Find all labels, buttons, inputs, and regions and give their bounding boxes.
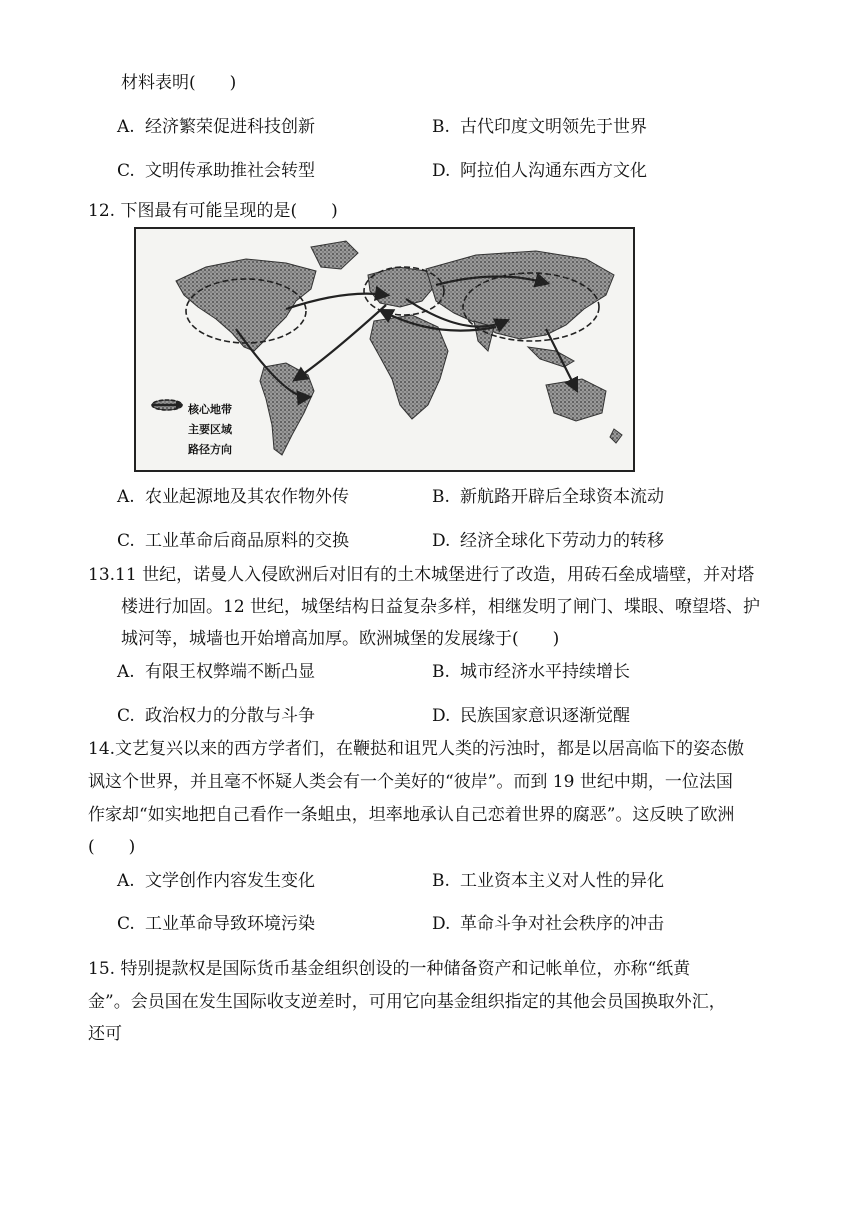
q13-stem-line: 城河等，城墙也开始增高加厚。欧洲城堡的发展缘于( ) [121,629,560,649]
q11-option-b[interactable] [432,115,647,139]
option-label: C. [117,161,135,181]
q12-option-c[interactable] [117,529,349,553]
option-label: D. [432,914,451,934]
q11-option-d[interactable] [432,159,647,183]
option-label: A. [117,487,135,507]
dashed-oval-icon [150,423,184,435]
option-text: 有限王权弊端不断凸显 [145,662,315,682]
legend-label: 路径方向 [188,443,232,456]
q12-option-a[interactable] [117,485,349,509]
option-label: A. [117,117,135,137]
option-label: C. [117,706,135,726]
option-label: B. [432,117,450,137]
q11-option-a[interactable] [117,115,315,139]
southeast-asia-islands [528,347,574,367]
greenland-landmass [311,241,358,269]
option-text: 农业起源地及其农作物外传 [145,487,349,507]
option-text: 政治权力的分散与斗争 [145,706,315,726]
map-legend [150,399,232,459]
q15-stem-line: 15. 特别提款权是国际货币基金组织创设的一种储备资产和记帐单位，亦称“纸黄 [88,959,691,979]
option-text: 工业资本主义对人性的异化 [460,871,664,891]
option-text: 新航路开辟后全球资本流动 [460,487,664,507]
option-text: 工业革命后商品原料的交换 [145,531,349,551]
europe-landmass [368,267,434,307]
option-text: 古代印度文明领先于世界 [460,117,647,137]
option-label: A. [117,871,135,891]
option-text: 文明传承助推社会转型 [145,161,315,181]
option-label: D. [432,531,451,551]
legend-path-direction [150,439,232,459]
option-label: C. [117,531,135,551]
asia-landmass [426,251,614,339]
option-text: 文学创作内容发生变化 [145,871,315,891]
q11-option-c[interactable] [117,159,315,183]
q14-option-b[interactable] [432,869,664,893]
world-map-figure [134,227,635,472]
q15-stem-line: 还可 [88,1024,122,1044]
option-text: 经济全球化下劳动力的转移 [460,531,664,551]
australia-landmass [546,379,606,421]
south-america-landmass [260,363,314,455]
option-text: 民族国家意识逐渐觉醒 [460,706,630,726]
q14-option-c[interactable] [117,912,315,936]
option-label: A. [117,662,135,682]
legend-label: 核心地带 [188,403,232,416]
q14-option-a[interactable] [117,869,315,893]
legend-label: 主要区域 [188,423,232,436]
q11-stem-tail: 材料表明( ) [121,73,237,93]
arrow-right-icon [150,443,184,455]
option-label: D. [432,706,451,726]
option-label: B. [432,871,450,891]
q13-option-c[interactable] [117,704,315,728]
option-label: C. [117,914,135,934]
q14-option-d[interactable] [432,912,664,936]
q14-stem-line: 14.文艺复兴以来的西方学者们，在鞭挞和诅咒人类的污浊时，都是以居高临下的姿态傲 [88,739,745,759]
q13-option-a[interactable] [117,660,315,684]
option-text: 城市经济水平持续增长 [460,662,630,682]
africa-landmass [370,315,448,419]
q13-option-d[interactable] [432,704,630,728]
q12-stem: 12. 下图最有可能呈现的是( ) [88,201,338,221]
option-text: 阿拉伯人沟通东西方文化 [460,161,647,181]
q14-stem-line: 作家却“如实地把自己看作一条蛆虫，坦率地承认自己恋着世界的腐恶”。这反映了欧洲 [88,805,735,825]
legend-main-region [150,419,232,439]
option-text: 工业革命导致环境污染 [145,914,315,934]
option-label: B. [432,662,450,682]
option-label: B. [432,487,450,507]
q14-stem-line: 讽这个世界，并且毫不怀疑人类会有一个美好的“彼岸”。而到 19 世纪中期，一位法国 [88,772,733,792]
q14-stem-line: ( ) [88,837,136,857]
q13-stem-line: 楼进行加固。12 世纪，城堡结构日益复杂多样，相继发明了闸门、堞眼、嘹望塔、护 [121,597,761,617]
new-zealand-landmass [610,429,622,443]
q15-stem-line: 金”。会员国在发生国际收支逆差时，可用它向基金组织指定的其他会员国换取外汇， [88,992,726,1012]
option-text: 革命斗争对社会秩序的冲击 [460,914,664,934]
option-text: 经济繁荣促进科技创新 [145,117,315,137]
q13-stem-line: 13.11 世纪，诺曼人入侵欧洲后对旧有的土木城堡进行了改造，用砖石垒成墙壁，并对塔 [88,565,755,585]
q12-option-d[interactable] [432,529,664,553]
q13-option-b[interactable] [432,660,630,684]
q12-option-b[interactable] [432,485,664,509]
option-label: D. [432,161,451,181]
